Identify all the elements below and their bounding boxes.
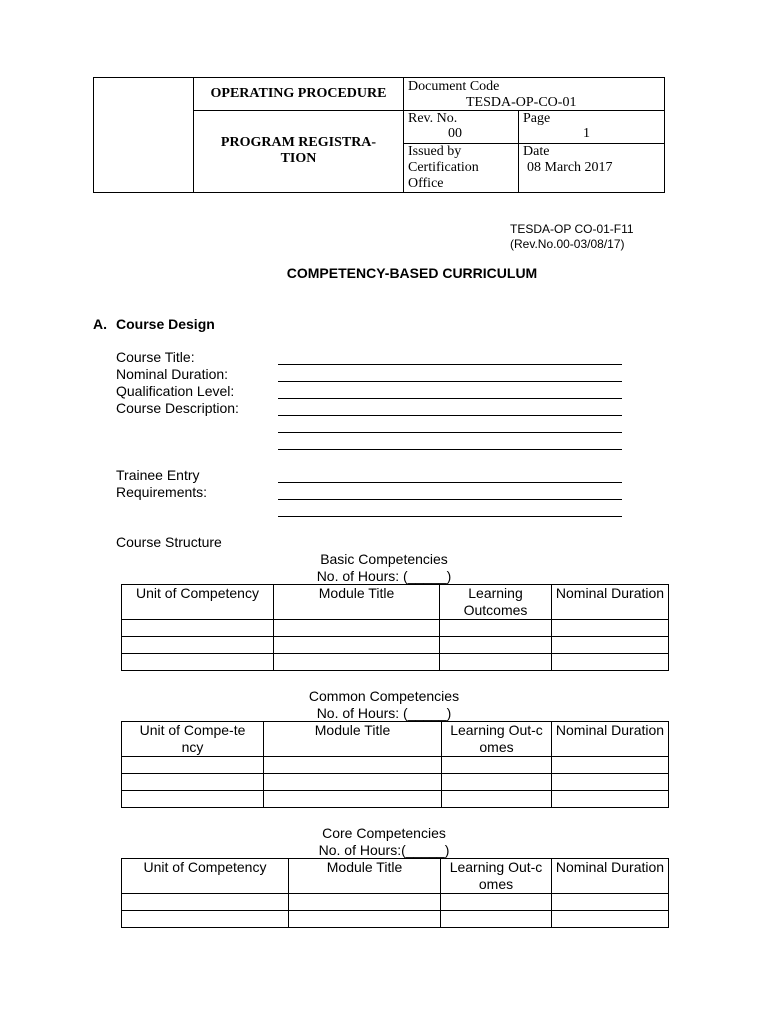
table-cell[interactable]	[264, 757, 442, 774]
qualification-level-field[interactable]	[278, 398, 622, 399]
course-description-field-2[interactable]	[278, 432, 622, 433]
header-text: Unit of Compe-tency	[139, 722, 246, 755]
table-cell[interactable]	[441, 894, 552, 911]
table-cell[interactable]	[442, 774, 552, 791]
issued-by-line2: Certification	[408, 160, 479, 175]
course-description-field-3[interactable]	[278, 449, 622, 450]
form-revision: (Rev.No.00-03/08/17)	[510, 237, 625, 251]
rev-no-value: 00	[448, 126, 462, 141]
table-cell[interactable]	[552, 791, 669, 808]
nominal-duration-label: Nominal Duration:	[116, 366, 229, 382]
col-module-title: Module Title	[274, 585, 440, 620]
common-competencies-table	[121, 721, 669, 808]
table-cell[interactable]	[264, 791, 442, 808]
trainee-entry-label-1: Trainee Entry	[116, 467, 200, 483]
date-cell	[519, 144, 665, 193]
issued-by-line3: Office	[408, 176, 444, 191]
rev-no-label: Rev. No.	[408, 111, 458, 126]
table-row	[122, 620, 669, 637]
col-module-title: Module Title	[289, 859, 441, 894]
table-row	[122, 911, 669, 928]
course-title-label: Course Title:	[116, 349, 195, 365]
table-cell[interactable]	[552, 757, 669, 774]
table-cell[interactable]	[274, 637, 440, 654]
col-unit-of-competency	[122, 722, 264, 757]
col-nominal-duration: Nominal Duration	[552, 585, 669, 620]
table-cell[interactable]	[122, 757, 264, 774]
table-cell[interactable]	[552, 911, 669, 928]
basic-title-text: Basic Competencies	[320, 551, 448, 567]
table-cell[interactable]	[552, 894, 669, 911]
table-cell[interactable]	[442, 757, 552, 774]
issued-by-cell	[404, 144, 519, 193]
header-text: Learning Out-comes	[450, 722, 543, 755]
date-value: 08 March 2017	[527, 160, 613, 175]
table-cell[interactable]	[552, 774, 669, 791]
table-cell[interactable]	[289, 911, 441, 928]
table-cell[interactable]	[552, 654, 669, 671]
document-code-cell	[404, 78, 665, 111]
table-cell[interactable]	[122, 774, 264, 791]
basic-hours: No. of Hours: (_____)	[316, 568, 452, 584]
logo-cell	[94, 78, 194, 193]
header-text: Learning Out-comes	[449, 859, 543, 892]
col-unit-of-competency: Unit of Competency	[122, 859, 289, 894]
course-structure-label: Course Structure	[116, 534, 222, 550]
page-title: COMPETENCY-BASED CURRICULUM	[286, 265, 538, 281]
table-row	[122, 894, 669, 911]
col-learning-outcomes: Learning Outcomes	[440, 585, 552, 620]
program-title-line1: PROGRAM REGISTRA-	[220, 135, 377, 150]
table-cell[interactable]	[122, 911, 289, 928]
col-module-title: Module Title	[264, 722, 442, 757]
common-competencies-title: Common Competencies	[308, 688, 460, 704]
core-competencies-table	[121, 858, 669, 928]
core-hours: No. of Hours:(_____)	[318, 842, 450, 858]
basic-competencies-table	[121, 584, 669, 671]
col-nominal-duration: Nominal Duration	[552, 859, 669, 894]
page-cell	[519, 111, 665, 144]
table-cell[interactable]	[440, 620, 552, 637]
table-cell[interactable]	[440, 654, 552, 671]
table-cell[interactable]	[440, 637, 552, 654]
col-learning-outcomes	[441, 859, 552, 894]
table-cell[interactable]	[552, 637, 669, 654]
program-registration-title	[194, 111, 404, 193]
rev-no-cell	[404, 111, 519, 144]
table-cell[interactable]	[264, 774, 442, 791]
table-cell[interactable]	[442, 791, 552, 808]
table-cell[interactable]	[122, 654, 274, 671]
trainee-entry-field-3[interactable]	[278, 516, 622, 517]
course-title-field[interactable]	[278, 364, 622, 365]
document-header-table	[93, 77, 665, 193]
course-description-field-1[interactable]	[278, 415, 622, 416]
table-cell[interactable]	[441, 911, 552, 928]
section-letter: A.	[93, 316, 107, 332]
date-label: Date	[523, 144, 550, 159]
table-row	[122, 654, 669, 671]
trainee-entry-field-2[interactable]	[278, 499, 622, 500]
basic-competencies-title	[0, 551, 768, 567]
common-hours: No. of Hours: (_____)	[316, 705, 452, 721]
table-cell[interactable]	[274, 620, 440, 637]
form-code: TESDA-OP CO-01-F11	[510, 222, 634, 236]
qualification-level-label: Qualification Level:	[116, 383, 235, 399]
trainee-entry-field-1[interactable]	[278, 482, 622, 483]
col-nominal-duration: Nominal Duration	[552, 722, 669, 757]
nominal-duration-field[interactable]	[278, 381, 622, 382]
trainee-entry-label-2: Requirements:	[116, 484, 208, 500]
table-cell[interactable]	[552, 620, 669, 637]
col-unit-of-competency: Unit of Competency	[122, 585, 274, 620]
table-cell[interactable]	[122, 791, 264, 808]
page-label: Page	[523, 111, 551, 126]
table-cell[interactable]	[274, 654, 440, 671]
table-row	[122, 757, 669, 774]
program-title-line2: TION	[280, 151, 317, 166]
table-row	[122, 637, 669, 654]
table-cell[interactable]	[289, 894, 441, 911]
issued-by-line1: Issued by	[408, 144, 462, 159]
operating-procedure-title: OPERATING PROCEDURE	[194, 78, 404, 111]
document-code-label: Document Code	[408, 79, 500, 94]
table-row	[122, 774, 669, 791]
table-cell[interactable]	[122, 894, 289, 911]
col-learning-outcomes	[442, 722, 552, 757]
core-competencies-title: Core Competencies	[322, 825, 446, 841]
table-cell[interactable]	[122, 637, 274, 654]
document-code-value: TESDA-OP-CO-01	[466, 95, 577, 110]
table-cell[interactable]	[122, 620, 274, 637]
section-heading: Course Design	[116, 316, 215, 332]
page-value: 1	[583, 126, 590, 141]
table-row	[122, 791, 669, 808]
course-description-label: Course Description:	[116, 400, 239, 416]
